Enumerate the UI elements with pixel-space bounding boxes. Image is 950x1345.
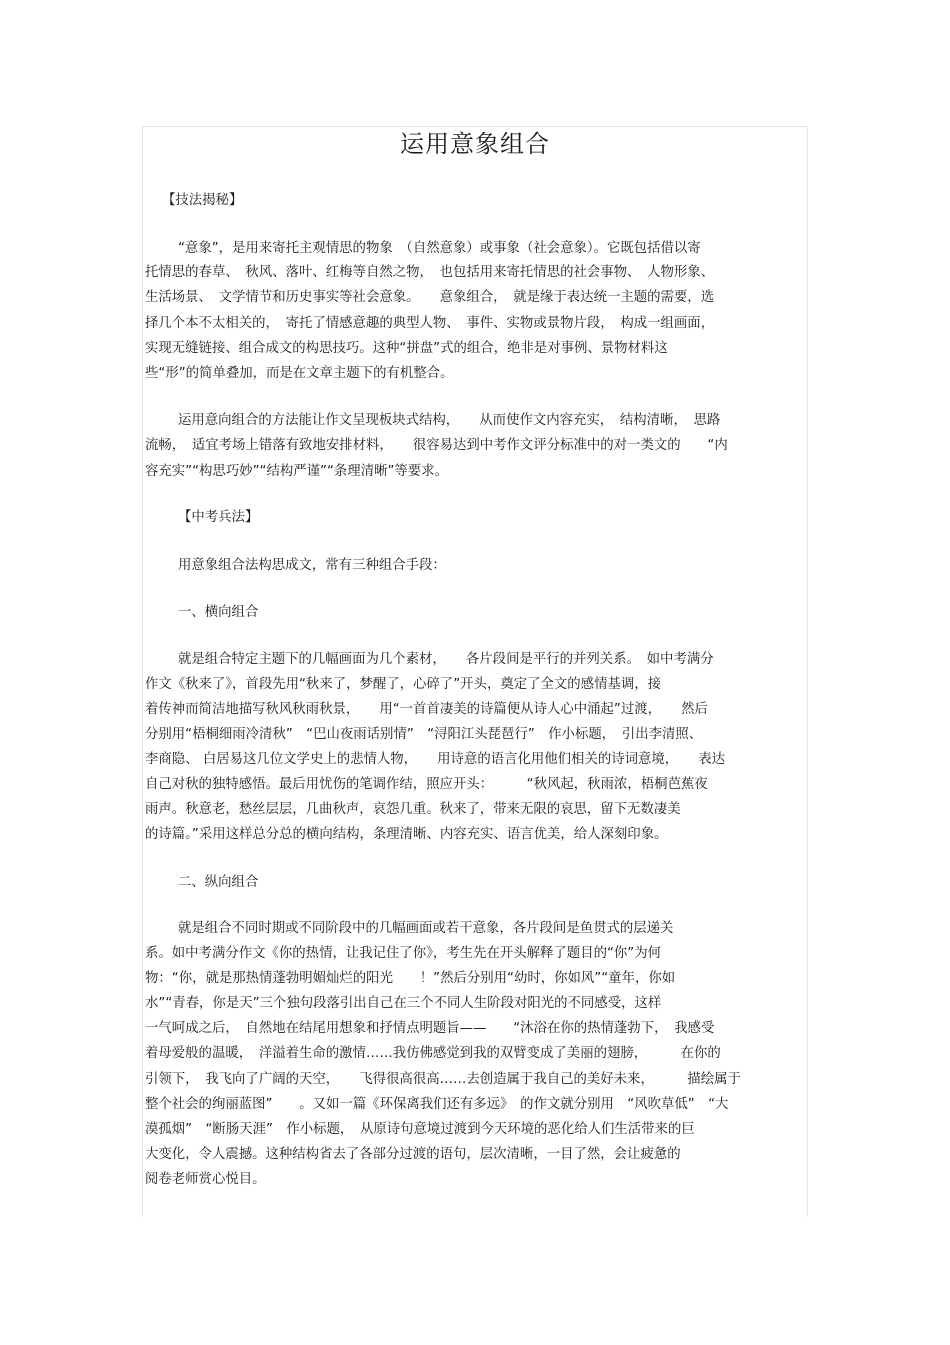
paragraph-line: 的诗篇。”采用这样总分总的横向结构，条理清晰、内容充实、语言优美，给人深刻印象。 [145,827,668,842]
paragraph-line: 物：“你，就是那热情蓬勃明媚灿烂的阳光 ！”然后分别用“幼时，你如风”“童年，你如 [145,971,676,986]
paragraph-line: 容充实”“构思巧妙”“结构严谨”“条理清晰”等要求。 [145,464,448,479]
paragraph-line: 流畅， 适宜考场上错落有致地安排材料， 很容易达到中考作文评分标准中的对一类文的 “内 [145,438,728,453]
paragraph-line: 水”“青春，你是天”三个独句段落引出自己在三个不同人生阶段对阳光的不同感受，这样 [145,996,662,1011]
paragraph-line: 大变化，令人震撼。这种结构省去了各部分过渡的语句，层次清晰，一目了然，会让疲惫的 [145,1147,681,1162]
paragraph-line: 着母爱般的温暖， 洋溢着生命的激情……我仿佛感觉到我的双臂变成了美丽的翅膀， 在你的 [145,1046,721,1061]
section-heading-secret: 【技法揭秘】 [162,193,243,208]
paragraph-line: 一气呵成之后， 自然地在结尾用想象和抒情点明题旨—— “沐浴在你的热情蓬勃下， 我感受 [145,1021,715,1036]
section-heading-exam: 【中考兵法】 [178,510,259,525]
paragraph-line: 着传神而简洁地描写秋风秋雨秋景， 用“一首首凄美的诗篇便从诗人心中涌起”过渡， 然后 [145,702,708,717]
paragraph-line: 阅卷老师赏心悦目。 [145,1172,266,1187]
paragraph-line: 作文《秋来了》，首段先用“秋来了，梦醒了，心碎了”开头，奠定了全文的感情基调，接 [145,677,662,692]
paragraph-line: 生活场景、 文学情节和历史事实等社会意象。 意象组合， 就是缘于表达统一主题的需要，选 [145,290,715,305]
page-title: 运用意象组合 [400,130,550,158]
paragraph-line: 些“形”的简单叠加，而是在文章主题下的有机整合。 [145,366,454,381]
paragraph-line: 就是组合不同时期或不同阶段中的几幅画面或若干意象，各片段间是鱼贯式的层递关 [178,921,674,936]
paragraph-line: 系。如中考满分作文《你的热情，让我记住了你》，考生先在开头解释了题目的“你”为何 [145,946,662,961]
paragraph-line: 漠孤烟” “断肠天涯” 作小标题， 从原诗句意境过渡到今天环境的恶化给人们生活带来的巨 [145,1122,695,1137]
paragraph-line: 分别用“梧桐细雨冷清秋” “巴山夜雨话别情” “浔阳江头琵琶行” 作小标题， 引出李清照、 [145,727,703,742]
paragraph-line: 李商隐、 白居易这几位文学史上的悲情人物， 用诗意的语言化用他们相关的诗词意境， 表达 [145,752,726,767]
paragraph-line: 托情思的春草、 秋风、落叶、红梅等自然之物， 也包括用来寄托情思的社会事物、 人物形象、 [145,265,715,280]
subheading-horizontal: 一、横向组合 [178,605,259,620]
paragraph-line: 择几个本不太相关的， 寄托了情感意趣的典型人物、 事件、实物或景物片段， 构成一组画面， [145,316,715,331]
intro-line: 用意象组合法构思成文，常有三种组合手段： [178,558,446,573]
subheading-vertical: 二、纵向组合 [178,875,259,890]
paragraph-line: 就是组合特定主题下的几幅画面为几个素材， 各片段间是平行的并列关系。 如中考满分 [178,652,714,667]
paragraph-line: 整个社会的绚丽蓝图” 。又如一篇《环保离我们还有多远》 的作文就分别用 “风吹草低” “大 [145,1097,729,1112]
paragraph-line: 实现无缝链接、组合成文的构思技巧。这种“拼盘”式的组合，绝非是对事例、景物材料这 [145,341,668,356]
paragraph-line: “意象”，是用来寄托主观情思的物象 （自然意象）或事象（社会意象）。它既包括借以寄 [178,241,701,256]
paragraph-line: 引领下， 我飞向了广阔的天空， 飞得很高很高……去创造属于我自己的美好未来， 描绘属于 [145,1072,741,1087]
paragraph-line: 运用意向组合的方法能让作文呈现板块式结构， 从而使作文内容充实， 结构清晰， 思路 [178,413,721,428]
paragraph-line: 雨声。秋意老，愁丝层层，几曲秋声，哀怨几重。秋来了，带来无限的哀思，留下无数凄美 [145,802,681,817]
paragraph-line: 自己对秋的独特感悟。最后用忧伤的笔调作结，照应开头： “秋风起，秋雨浓，梧桐芭蕉夜 [145,777,708,792]
